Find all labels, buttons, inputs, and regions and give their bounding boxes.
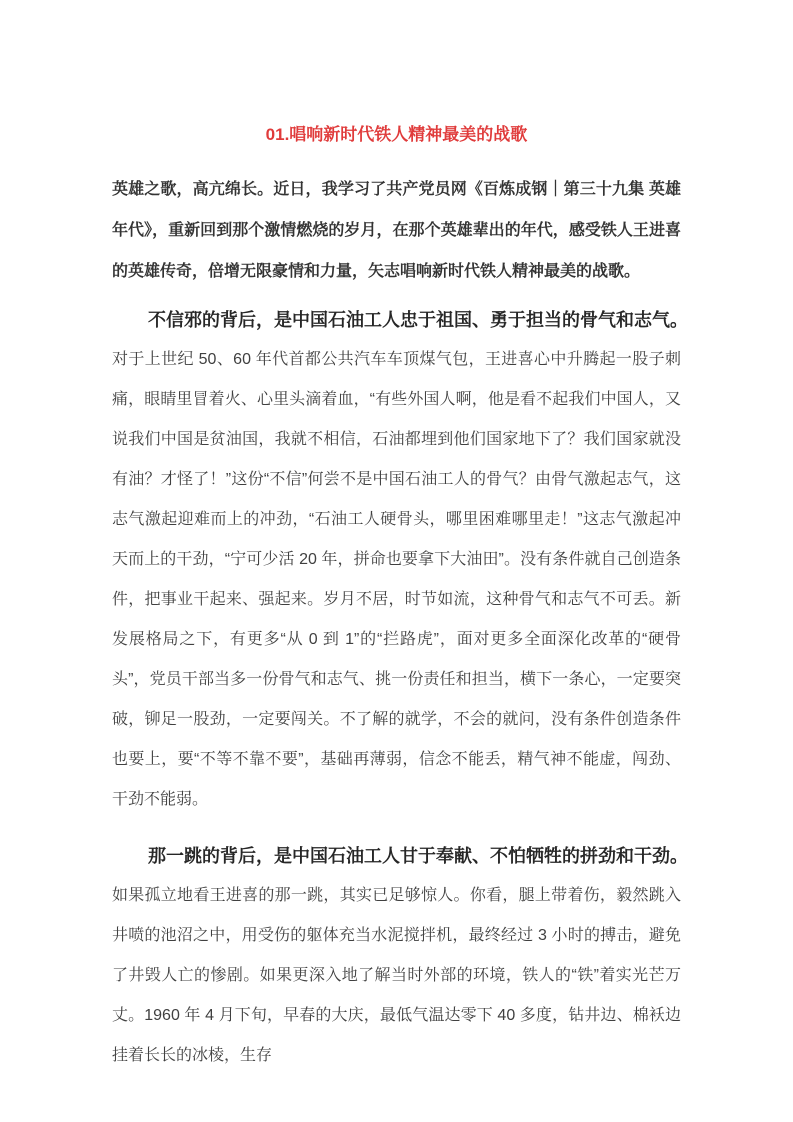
section-1-heading: 不信邪的背后，是中国石油工人忠于祖国、勇于担当的骨气和志气。 xyxy=(148,310,688,330)
intro-paragraph: 英雄之歌，高亢绵长。近日，我学习了共产党员网《百炼成钢｜第三十九集 英雄年代》，重新回到那个激情燃烧的岁月，在那个英雄辈出的年代，感受铁人王进喜的英雄传奇，倍增无限豪情和力量，矢志唱响新时代铁人精神最美的战歌。 xyxy=(112,181,681,280)
section-1 xyxy=(112,300,688,820)
section-1-body: 对于上世纪 50、60 年代首都公共汽车车顶煤气包，王进喜心中升腾起一股子刺痛，眼睛里冒着火、心里头滴着血，“有些外国人啊，他是看不起我们中国人，又说我们中国是贫油国，我就不相信，石油都埋到他们国家地下了？我们国家就没有油？才怪了！”这份“不信”何尝不是中国石油工人的骨气？由骨气激起志气，这志气激起迎难而上的冲劲，“石油工人硬骨头，哪里困难哪里走！”这志气激起冲天而上的干劲，“宁可少活 20 年，拼命也要拿下大油田”。没有条件就自己创造条件，把事业干起来、强起来。岁月不居，时节如流，这种骨气和志气不可丢。新发展格局之下，有更多“从 0 到 1”的“拦路虎”，面对更多全面深化改革的“硬骨头”，党员干部当多一份骨气和志气、挑一份责任和担当，横下一条心，一定要突破，铆足一股劲，一定要闯关。不了解的就学，不会的就问，没有条件创造条件也要上，要“不等不靠不要”，基础再薄弱，信念不能丢，精气神不能虚，闯劲、干劲不能弱。 xyxy=(112,351,681,808)
section-2-heading: 那一跳的背后，是中国石油工人甘于奉献、不怕牺牲的拼劲和干劲。 xyxy=(148,846,688,866)
section-2 xyxy=(112,836,688,1076)
document-title: 01.唱响新时代铁人精神最美的战歌 xyxy=(265,125,528,144)
section-2-body: 如果孤立地看王进喜的那一跳，其实已足够惊人。你看，腿上带着伤，毅然跳入井喷的池沼之中，用受伤的躯体充当水泥搅拌机，最终经过 3 小时的搏击，避免了井毁人亡的惨剧。如果更深入地了解当时外部的环境，铁人的“铁”着实光芒万丈。1960 年 4 月下旬，早春的大庆，最低气温达零下 40 多度，钻井边、棉袄边挂着长长的冰棱，生存 xyxy=(112,887,681,1064)
